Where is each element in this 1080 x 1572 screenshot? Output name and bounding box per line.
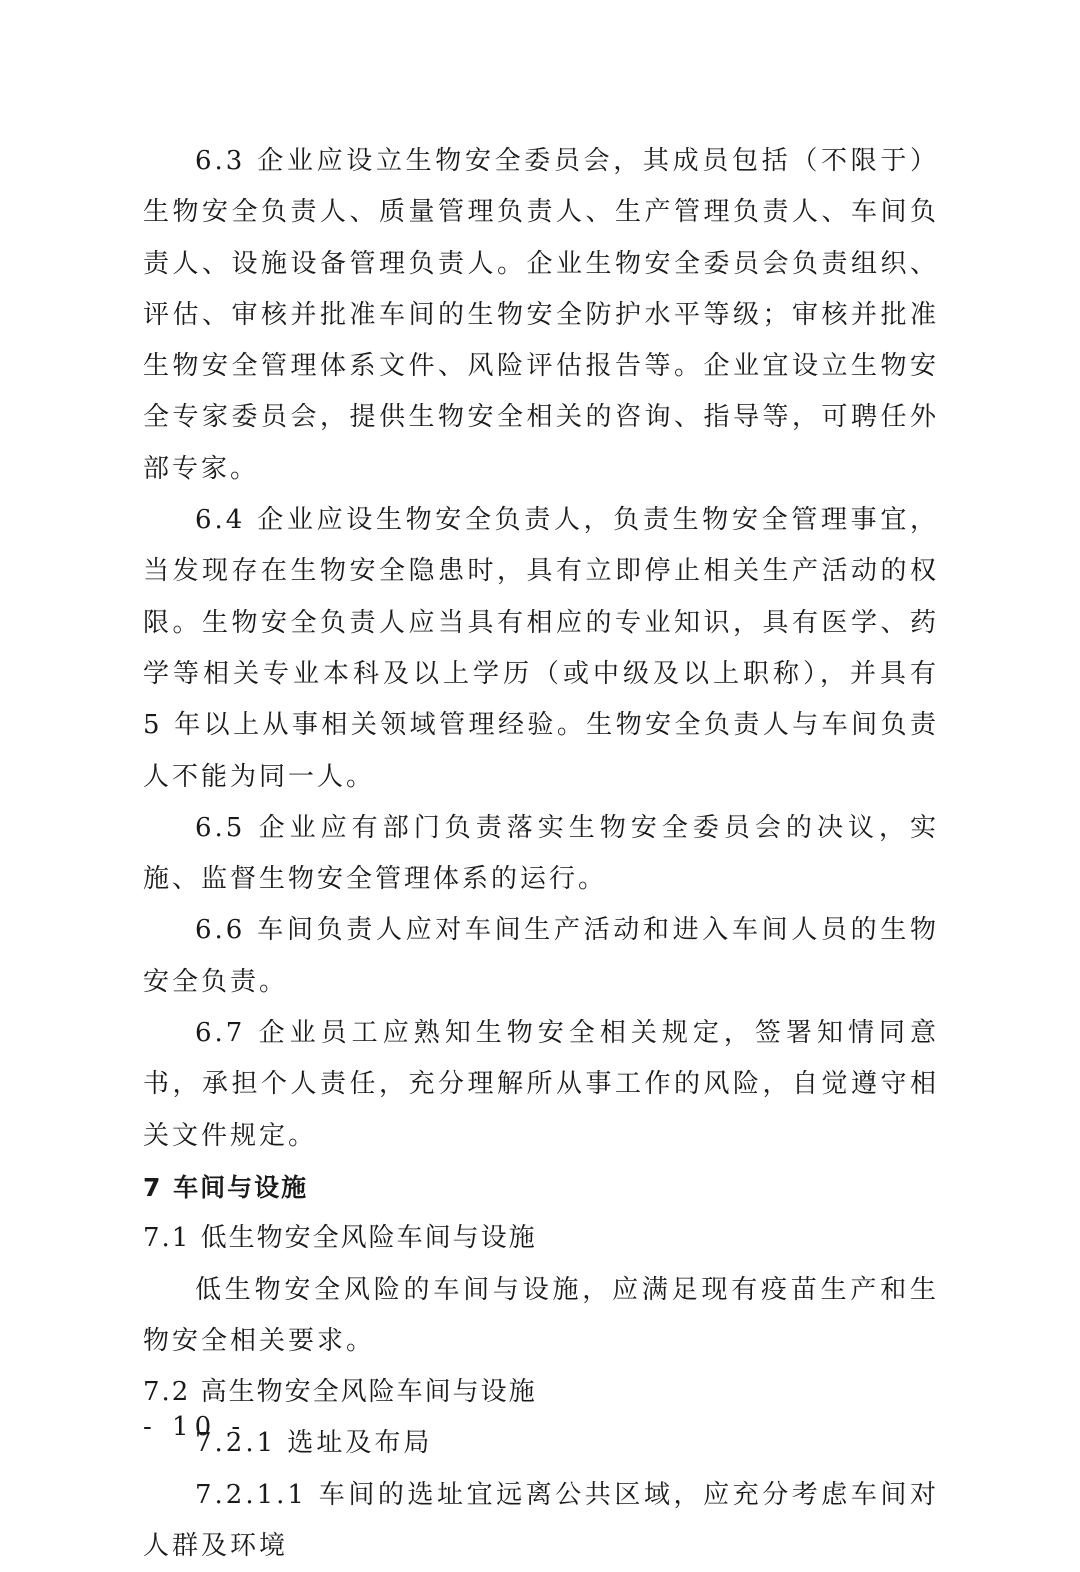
paragraph-6-5: 6.5 企业应有部门负责落实生物安全委员会的决议，实施、监督生物安全管理体系的运行。 [143,812,939,895]
paragraph-6-6: 6.6 车间负责人应对车间生产活动和进入车间人员的生物安全负责。 [143,915,939,997]
section-heading-7: 7 车间与设施 [143,1172,309,1202]
document-body [143,136,939,1572]
page-number: - 10 - [143,1412,247,1442]
paragraph-7-1: 低生物安全风险的车间与设施，应满足现有疫苗生产和生物安全相关要求。 [143,1274,939,1356]
section-heading-7-2: 7.2 高生物安全风险车间与设施 [143,1377,537,1408]
paragraph-6-3: 6.3 企业应设立生物安全委员会，其成员包括（不限于）生物安全负责人、质量管理负责人、生产管理负责人、车间负责人、设施设备管理负责人。企业生物安全委员会负责组织、评估、审核并批准车间的生物安全防护水平等级；审核并批准生物安全管理体系文件、风险评估报告等。企业宜设立生物安全专家委员会，提供生物安全相关的咨询、指导等，可聘任外部专家。 [143,146,939,484]
paragraph-6-7: 6.7 企业员工应熟知生物安全相关规定，签署知情同意书，承担个人责任，充分理解所从事工作的风险，自觉遵守相关文件规定。 [143,1018,939,1151]
subsection-heading-7-2-1: 7.2.1 选址及布局 [195,1428,433,1459]
paragraph-6-4: 6.4 企业应设生物安全负责人，负责生物安全管理事宜，当发现存在生物安全隐患时，具有立即停止相关生产活动的权限。生物安全负责人应当具有相应的专业知识，具有医学、药学等相关专业本科及以上学历（或中级及以上职称），并具有 5 年以上从事相关领域管理经验。生物安全负责人与车间负责人不能为同一人。 [143,505,939,792]
section-heading-7-1: 7.1 低生物安全风险车间与设施 [143,1223,537,1254]
paragraph-7-2-1-1: 7.2.1.1 车间的选址宜远离公共区域，应充分考虑车间对人群及环境 [143,1479,939,1562]
